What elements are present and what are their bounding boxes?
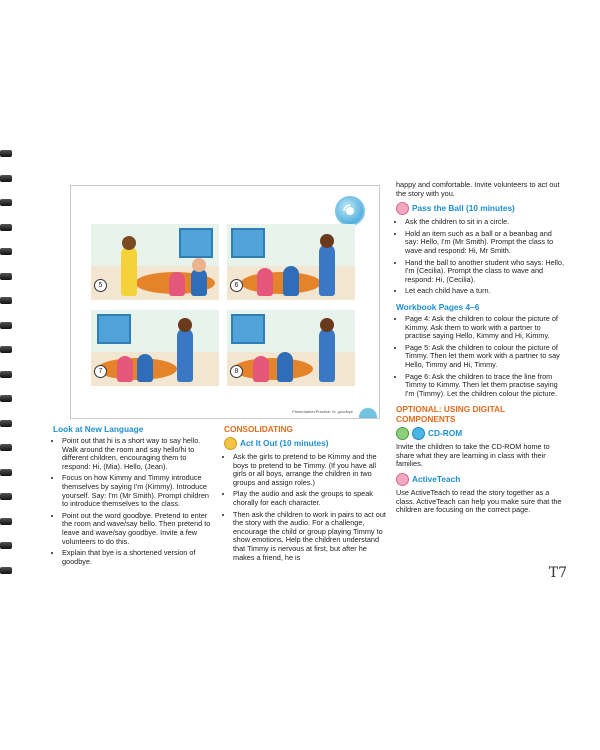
pass-the-ball-icon <box>396 202 409 215</box>
list-item: • Point out that hi is a short way to say hello. Walk around the room and say hello/hi to different children, encouraging them to respond: Hi, (Mia). Hello, (Jean). <box>62 437 215 471</box>
cd-rom-icon <box>396 427 409 440</box>
spiral-ring <box>0 297 12 304</box>
girl-figure <box>253 356 269 382</box>
list-item: • Then ask the children to work in pairs to act out the story with the audio. For a challenge, encourage the child or group playing Timmy to show emotions. Help the children understand that Timmy is nervous at first, but after he makes a friend, he is <box>233 511 390 563</box>
spiral-ring <box>0 420 12 427</box>
activeteach-label: ActiveTeach <box>412 474 461 485</box>
list-item: • Let each child have a turn. <box>405 287 564 296</box>
section-heading: Look at New Language <box>53 424 144 434</box>
shelf <box>231 228 265 258</box>
consolidating-section <box>224 424 390 565</box>
list-item: • Point out the word goodbye. Pretend to enter the room and wave/say hello. Then pretend to leave and wave/say goodbye. Invite a few volunteers to do this. <box>62 512 215 546</box>
panel-number: 5 <box>94 279 107 292</box>
activeteach-icon <box>396 473 409 486</box>
page-number: T7 <box>548 565 567 581</box>
story-illustration <box>70 185 380 419</box>
list-item: • Explain that bye is a shortened version of goodbye. <box>62 549 215 566</box>
teacher-figure <box>319 328 335 382</box>
bullet-list <box>224 453 390 562</box>
spiral-ring <box>0 199 12 206</box>
spiral-ring <box>0 273 12 280</box>
shelf <box>231 314 265 344</box>
activity-title <box>396 202 564 215</box>
bullet-list <box>53 437 215 566</box>
story-panel-7 <box>91 310 219 386</box>
table <box>241 272 321 294</box>
right-column <box>396 181 564 519</box>
spiral-ring <box>0 542 12 549</box>
bullet-list <box>396 315 564 398</box>
list-item: • Page 4: Ask the children to colour the picture of Kimmy. Ask them to work with a partner to practise saying Hello, Kimmy and Hi, Kimmy. <box>405 315 564 341</box>
shelf <box>179 228 213 258</box>
boy-figure <box>137 354 153 382</box>
activeteach-text: Use ActiveTeach to read the story together as a class. ActiveTeach can help you make sure that the children are focusing on the correct page. <box>396 488 562 515</box>
activeteach-title <box>396 473 564 486</box>
section-heading: CONSOLIDATING <box>224 424 293 434</box>
cdrom-label: CD-ROM <box>428 428 463 439</box>
table <box>233 358 313 380</box>
illustration-caption: Presentation/Practice: hi, goodbye <box>292 409 353 414</box>
list-item: • Play the audio and ask the groups to speak chorally for each character. <box>233 490 390 507</box>
activity-label: Act It Out (10 minutes) <box>240 438 329 449</box>
head <box>192 258 206 272</box>
list-item: • Hand the ball to another student who says: Hello, I'm (Cecilia). Prompt the class to wave and respond: Hi, (Cecilia). <box>405 259 564 285</box>
spiral-ring <box>0 224 12 231</box>
head <box>320 234 334 248</box>
spiral-ring <box>0 444 12 451</box>
spiral-ring <box>0 567 12 574</box>
teacher-figure <box>319 244 335 296</box>
spiral-ring <box>0 322 12 329</box>
act-it-out-icon <box>224 437 237 450</box>
story-panel-6 <box>227 224 355 300</box>
spiral-ring <box>0 518 12 525</box>
spiral-ring <box>0 175 12 182</box>
girl-figure <box>257 268 273 296</box>
continuation-text: happy and comfortable. Invite volunteers to act out the story with you. <box>396 180 560 198</box>
spiral-ring <box>0 395 12 402</box>
look-at-new-language-section <box>53 424 215 569</box>
boy-figure <box>283 266 299 296</box>
panel-number: 7 <box>94 365 107 378</box>
head <box>178 318 192 332</box>
spiral-ring <box>0 469 12 476</box>
teacher-figure <box>177 328 193 382</box>
list-item: • Focus on how Kimmy and Timmy introduce themselves by saying I'm (Kimmy). Introduce yourself. Say: I'm (Mr Smith). Prompt children to introduce themselves to the class. <box>62 474 215 508</box>
activity-label: Pass the Ball (10 minutes) <box>412 203 515 214</box>
spiral-ring <box>0 150 12 157</box>
activity-title <box>224 437 390 450</box>
panel-number: 6 <box>230 279 243 292</box>
spiral-binding <box>0 150 14 590</box>
head <box>320 318 334 332</box>
boy-figure <box>191 268 207 296</box>
head <box>122 236 136 250</box>
teacher-figure <box>121 246 137 296</box>
workbook-heading: Workbook Pages 4–6 <box>396 301 480 312</box>
spiral-ring <box>0 371 12 378</box>
list-item: • Page 5: Ask the children to colour the picture of Timmy. Then let them work with a partner to say Hello, Timmy and Hi, Timmy. <box>405 344 564 370</box>
girl-figure <box>117 356 133 382</box>
story-panel-8 <box>227 310 355 386</box>
optional-heading: OPTIONAL: USING DIGITAL COMPONENTS <box>396 404 505 425</box>
story-panel-5 <box>91 224 219 300</box>
panel-number: 8 <box>230 365 243 378</box>
spiral-ring <box>0 346 12 353</box>
shelf <box>97 314 131 344</box>
disc-icon <box>412 427 425 440</box>
list-item: • Hold an item such as a ball or a beanbag and say: Hello, I'm (Mr Smith). Prompt the class to wave and respond: Hi, Mr Smith. <box>405 230 564 256</box>
bullet-list <box>396 218 564 296</box>
cd-icon <box>335 196 365 226</box>
cdrom-title <box>396 427 564 440</box>
page-tab <box>359 408 377 418</box>
list-item: • Ask the girls to pretend to be Kimmy and the boys to pretend to be Timmy. (If you have all girls or all boys, arrange the children in two groups and assign roles.) <box>233 453 390 487</box>
spiral-ring <box>0 248 12 255</box>
cdrom-text: Invite the children to take the CD-ROM home to share what they are learning in class with their families. <box>396 442 550 469</box>
girl-figure <box>169 272 185 296</box>
list-item: • Page 6: Ask the children to trace the line from Timmy to Kimmy. Then let them practise saying I'm (Timmy). Let the children colour the picture. <box>405 373 564 399</box>
list-item: • Ask the children to sit in a circle. <box>405 218 564 227</box>
spiral-ring <box>0 493 12 500</box>
boy-figure <box>277 352 293 382</box>
